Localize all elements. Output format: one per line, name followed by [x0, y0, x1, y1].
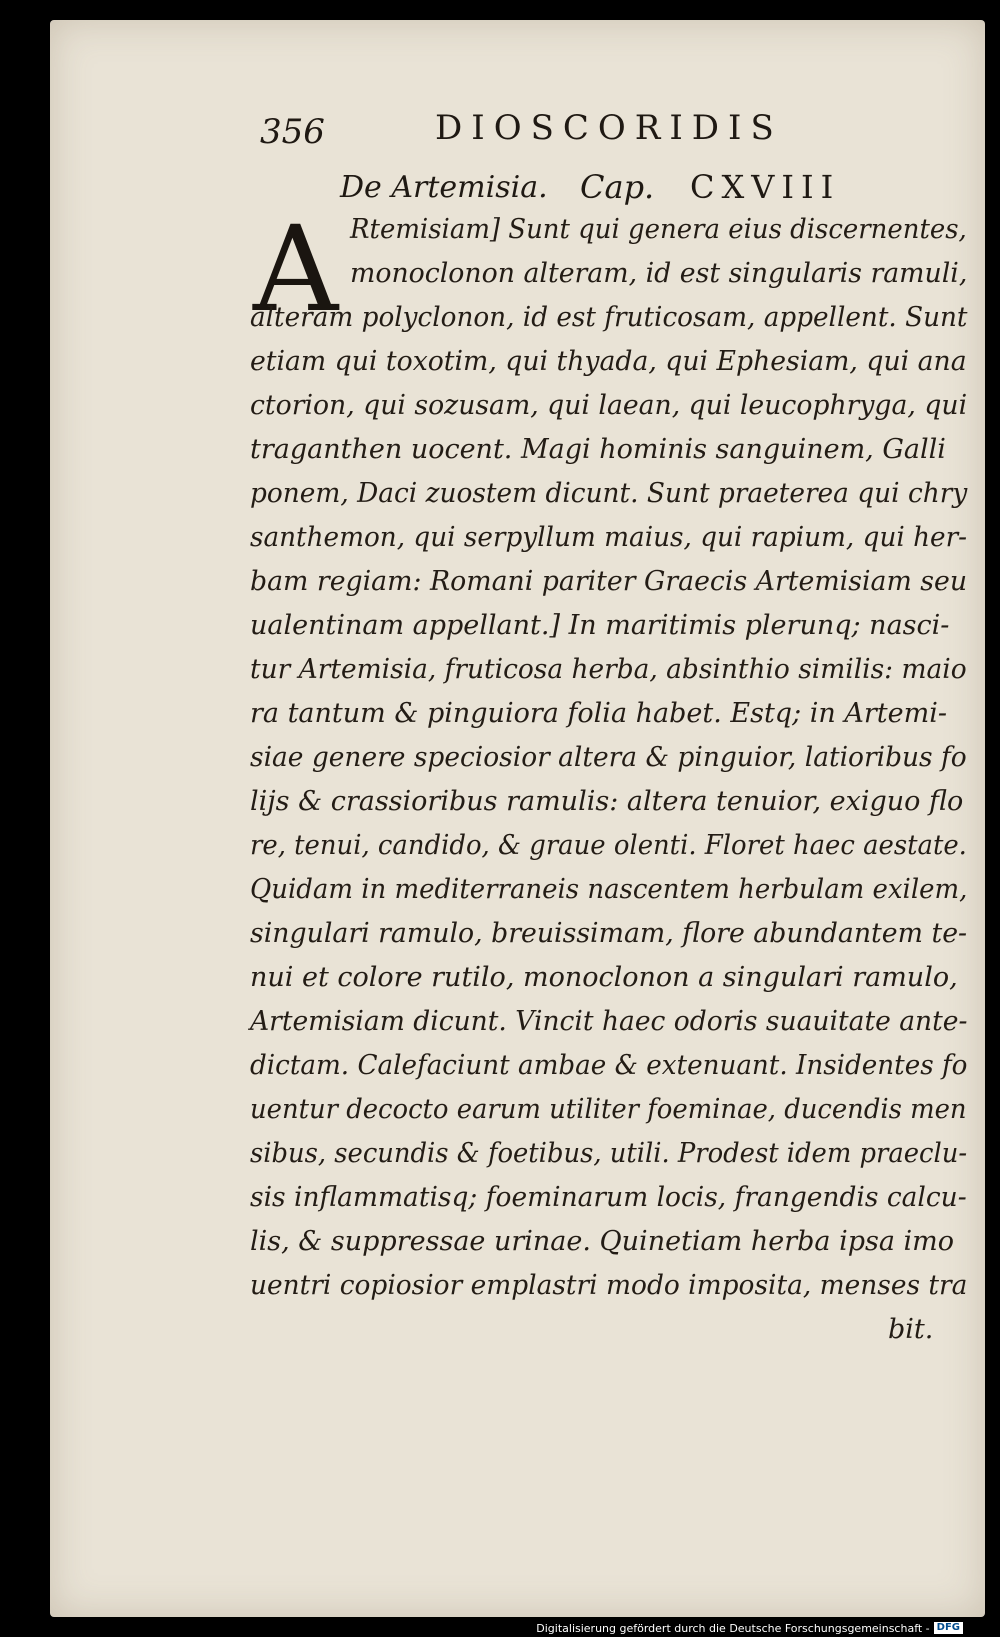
text-line: re, tenui, candido, & graue olenti. Floret haec aestate. — [250, 830, 967, 861]
text-line: lis, & suppressae urinae. Quinetiam herba ipsa imo — [250, 1226, 955, 1257]
footer — [536, 1621, 963, 1635]
text-line: singulari ramulo, breuissimam, flore abundantem te- — [250, 918, 968, 949]
text-line: dictam. Calefaciunt ambae & extenuant. Insidentes fo — [250, 1050, 968, 1081]
text-line: lijs & crassioribus ramulis: altera tenuior, exiguo flo — [250, 786, 964, 817]
text-line: ualentinam appellant.] In maritimis plerunq; nasci- — [250, 610, 950, 641]
text-line: uentri copiosior emplastri modo imposita, menses tra — [250, 1270, 968, 1301]
chapter-number: CXVIII — [690, 168, 841, 206]
text-line: bit. — [888, 1314, 934, 1345]
text-line: santhemon, qui serpyllum maius, qui rapium, qui her- — [250, 522, 968, 553]
text-line: monoclonon alteram, id est singularis ramuli, — [350, 258, 968, 289]
chapter-cap-label: Cap. — [580, 168, 655, 206]
running-head: DIOSCORIDIS — [435, 108, 783, 148]
drop-cap: A — [253, 200, 339, 338]
text-line: nui et colore rutilo, monoclonon a singulari ramulo, — [250, 962, 958, 993]
text-line: ponem, Daci zuostem dicunt. Sunt praeterea qui chry — [250, 478, 968, 509]
text-line: ctorion, qui sozusam, qui laean, qui leucophryga, qui — [250, 390, 968, 421]
text-line: Artemisiam dicunt. Vincit haec odoris suauitate ante- — [250, 1006, 968, 1037]
book-page — [50, 20, 985, 1617]
text-line: sibus, secundis & foetibus, utili. Prodest idem praeclu- — [250, 1138, 968, 1169]
text-line: Rtemisiam] Sunt qui genera eius discernentes, — [350, 214, 967, 245]
text-line: alteram polyclonon, id est fruticosam, appellent. Sunt — [250, 302, 968, 333]
page-number: 356 — [260, 112, 325, 152]
chapter-title: De Artemisia. — [340, 170, 548, 205]
text-line: uentur decocto earum utiliter foeminae, ducendis men — [250, 1094, 967, 1125]
text-line: tur Artemisia, fruticosa herba, absinthio similis: maio — [250, 654, 967, 685]
dfg-logo-icon: DFG — [934, 1622, 963, 1634]
text-line: sis inflammatisq; foeminarum locis, frangendis calcu- — [250, 1182, 967, 1213]
text-line: etiam qui toxotim, qui thyada, qui Ephesiam, qui ana — [250, 346, 967, 377]
footer-text: Digitalisierung gefördert durch die Deutsche Forschungsgemeinschaft - — [536, 1621, 930, 1635]
text-line: Quidam in mediterraneis nascentem herbulam exilem, — [250, 874, 968, 905]
text-line: siae genere speciosior altera & pinguior, latioribus fo — [250, 742, 967, 773]
text-line: ra tantum & pinguiora folia habet. Estq; in Artemi- — [250, 698, 947, 729]
text-line: bam regiam: Romani pariter Graecis Artemisiam seu — [250, 566, 968, 597]
text-line: traganthen uocent. Magi hominis sanguinem, Galli — [250, 434, 946, 465]
